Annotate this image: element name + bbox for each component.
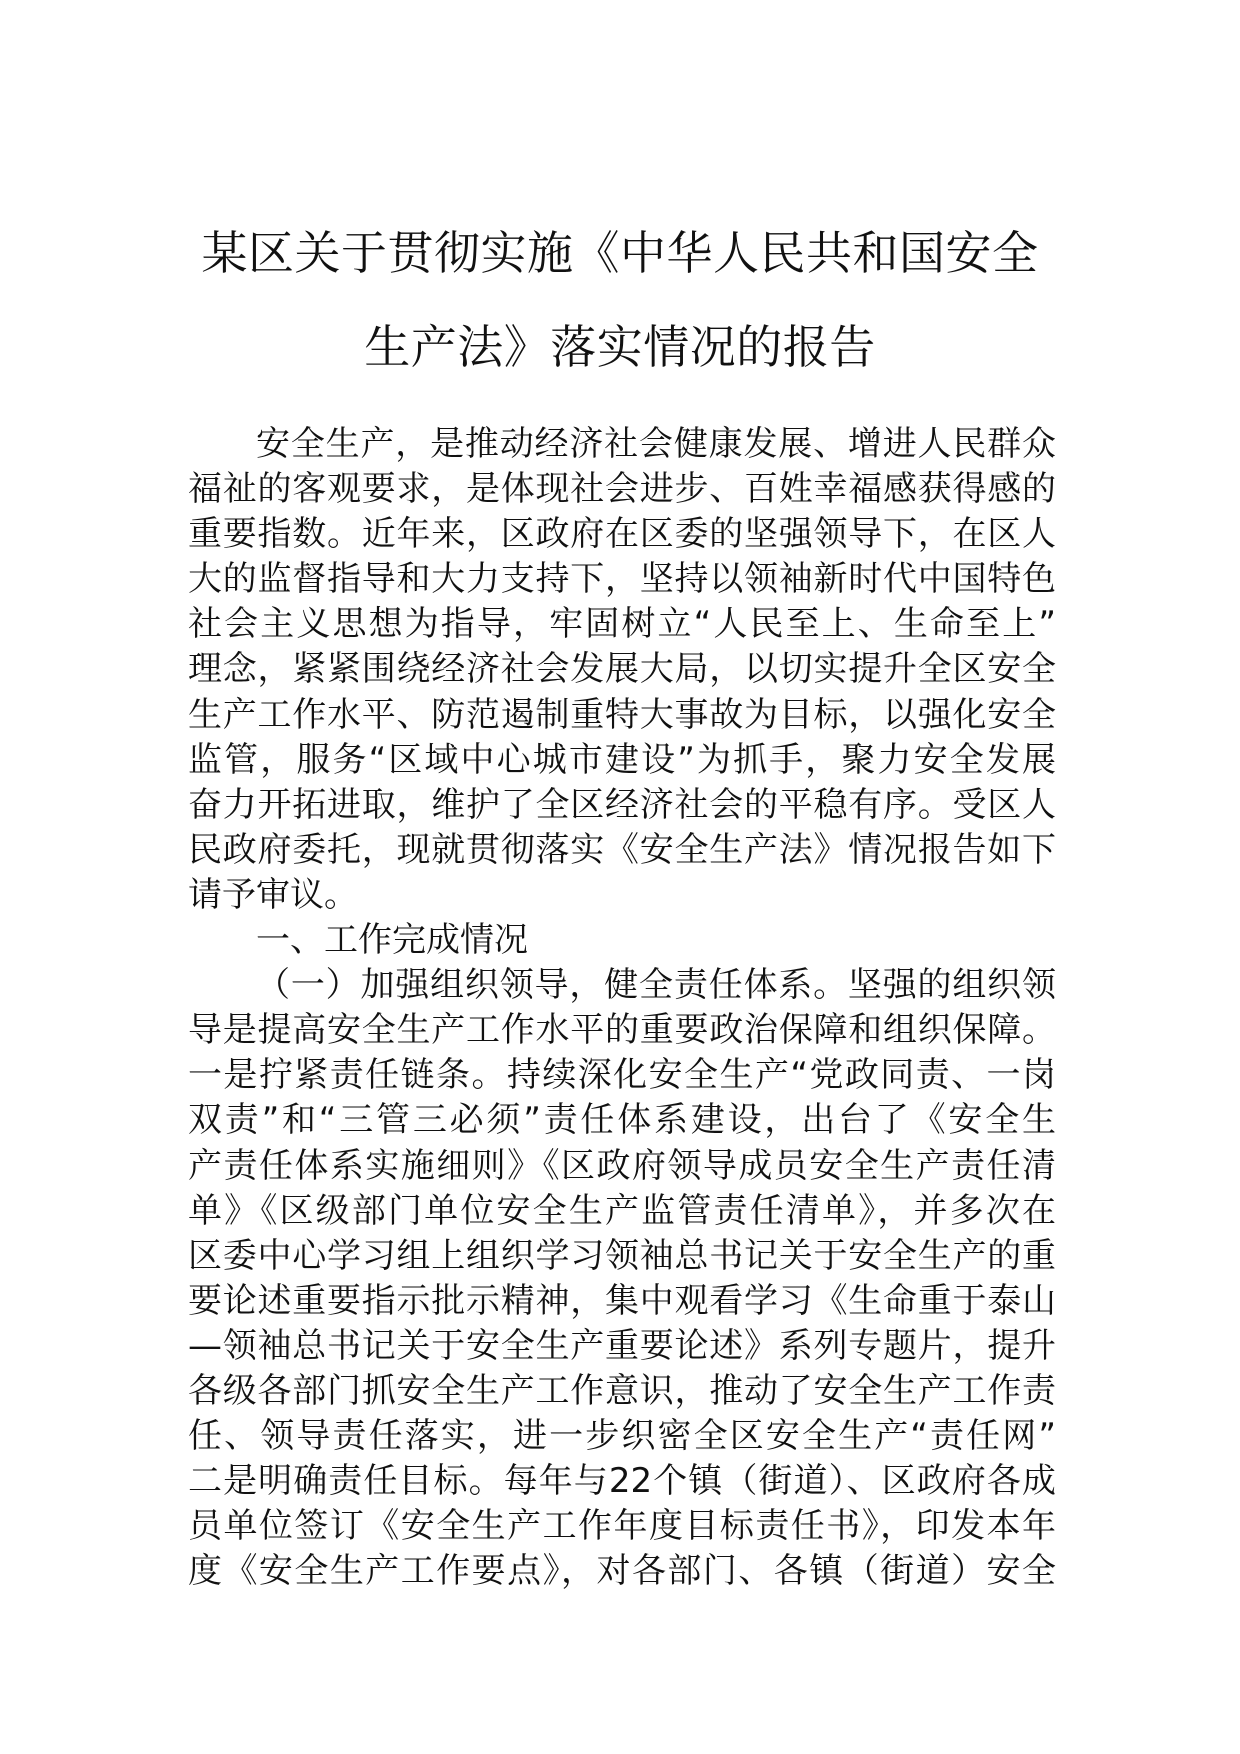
paragraph-line: 监管，服务“区域中心城市建设”为抓手，聚力安全发展 (188, 739, 1056, 780)
paragraph-line: 要论述重要指示批示精神，集中观看学习《生命重于泰山 (188, 1280, 1056, 1321)
paragraph-line: 社会主义思想为指导，牢固树立“人民至上、生命至上” (188, 604, 1056, 645)
title-line: 生产法》落实情况的报告 (364, 320, 876, 374)
paragraph-line: 各级各部门抓安全生产工作意识，推动了安全生产工作责 (188, 1370, 1056, 1411)
paragraph-line: 任、领导责任落实，进一步织密全区安全生产“责任网” (188, 1416, 1056, 1457)
paragraph-line: —领袖总书记关于安全生产重要论述》系列专题片，提升 (188, 1325, 1056, 1366)
paragraph-line: 二是明确责任目标。每年与22个镇（街道）、区政府各成 (188, 1461, 1056, 1502)
document-body (188, 422, 1056, 1594)
paragraph-line: 度《安全生产工作要点》，对各部门、各镇（街道）安全 (188, 1551, 1056, 1592)
paragraph-line: 请予审议。 (188, 874, 358, 915)
paragraph-line: 生产工作水平、防范遏制重特大事故为目标，以强化安全 (188, 694, 1056, 735)
paragraph-line: 福祉的客观要求，是体现社会进步、百姓幸福感获得感的 (188, 469, 1056, 510)
paragraph-line: 一是拧紧责任链条。持续深化安全生产“党政同责、一岗 (188, 1055, 1056, 1096)
paragraph-line: 单》《区级部门单位安全生产监管责任清单》，并多次在 (188, 1190, 1056, 1231)
paragraph-line: 大的监督指导和大力支持下，坚持以领袖新时代中国特色 (188, 559, 1056, 600)
paragraph-line: 区委中心学习组上组织学习领袖总书记关于安全生产的重 (188, 1235, 1056, 1276)
paragraph-line: 导是提高安全生产工作水平的重要政治保障和组织保障。 (188, 1010, 1056, 1051)
paragraph-line: 产责任体系实施细则》《区政府领导成员安全生产责任清 (188, 1145, 1056, 1186)
paragraph-line: 员单位签订《安全生产工作年度目标责任书》，印发本年 (188, 1506, 1056, 1547)
paragraph-line: 安全生产，是推动经济社会健康发展、增进人民群众 (256, 424, 1056, 464)
paragraph-line: 理念，紧紧围绕经济社会发展大局，以切实提升全区安全 (188, 649, 1056, 690)
paragraph-line: （一）加强组织领导，健全责任体系。坚强的组织领 (256, 965, 1056, 1006)
paragraph-line: 民政府委托，现就贯彻落实《安全生产法》情况报告如下 (188, 829, 1056, 870)
paragraph-line: 重要指数。近年来，区政府在区委的坚强领导下，在区人 (188, 514, 1056, 555)
title-line: 某区关于贯彻实施《中华人民共和国安全 (201, 226, 1039, 280)
document-title (150, 206, 1090, 394)
paragraph-line: 奋力开拓进取，维护了全区经济社会的平稳有序。受区人 (188, 784, 1056, 825)
paragraph-line: 双责”和“三管三必须”责任体系建设，出台了《安全生 (188, 1100, 1056, 1141)
section-heading: 一、工作完成情况 (256, 920, 528, 961)
